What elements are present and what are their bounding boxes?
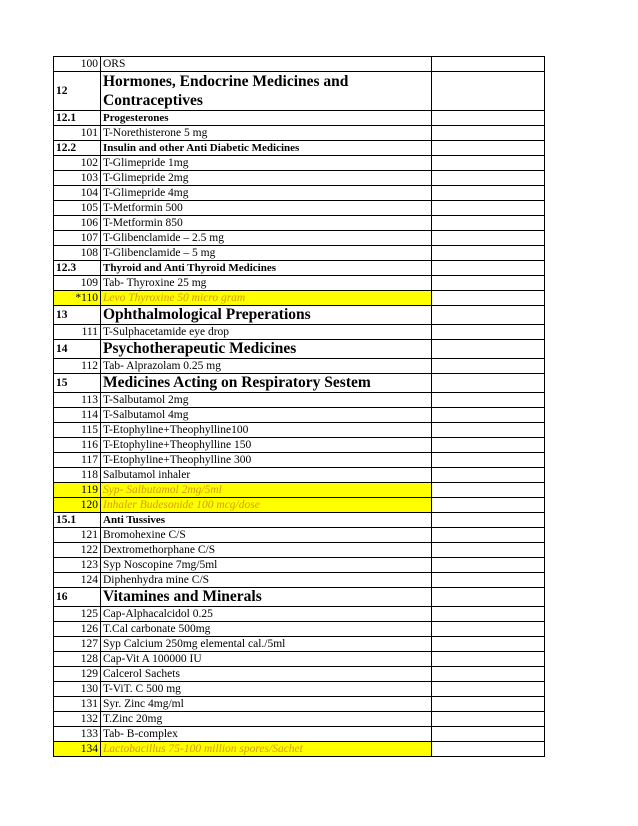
section-title: Vitamines and Minerals bbox=[101, 588, 432, 607]
empty-cell bbox=[432, 261, 545, 276]
medicine-name: ORS bbox=[101, 57, 432, 72]
medicine-row bbox=[54, 682, 545, 697]
medicine-list-body bbox=[54, 57, 545, 757]
medicine-row bbox=[54, 393, 545, 408]
empty-cell bbox=[432, 468, 545, 483]
empty-cell bbox=[432, 607, 545, 622]
item-number: 113 bbox=[54, 393, 101, 408]
medicine-row bbox=[54, 712, 545, 727]
item-number: 124 bbox=[54, 573, 101, 588]
item-number: 100 bbox=[54, 57, 101, 72]
medicine-row bbox=[54, 156, 545, 171]
section-title: Hormones, Endocrine Medicines and Contraceptives bbox=[101, 72, 432, 111]
empty-cell bbox=[432, 498, 545, 513]
empty-cell bbox=[432, 171, 545, 186]
medicine-row bbox=[54, 607, 545, 622]
section-header-row bbox=[54, 340, 545, 359]
medicine-name: T.Cal carbonate 500mg bbox=[101, 622, 432, 637]
empty-cell bbox=[432, 483, 545, 498]
item-number: 116 bbox=[54, 438, 101, 453]
empty-cell bbox=[432, 374, 545, 393]
medicine-row bbox=[54, 498, 545, 513]
section-header-row bbox=[54, 141, 545, 156]
empty-cell bbox=[432, 573, 545, 588]
medicine-row bbox=[54, 667, 545, 682]
medicine-name: T-Norethisterone 5 mg bbox=[101, 126, 432, 141]
section-code: 12.2 bbox=[54, 141, 101, 156]
item-number: 102 bbox=[54, 156, 101, 171]
item-number: 114 bbox=[54, 408, 101, 423]
medicine-name: Cap-Vit A 100000 IU bbox=[101, 652, 432, 667]
item-number: 109 bbox=[54, 276, 101, 291]
medicine-name: Calcerol Sachets bbox=[101, 667, 432, 682]
empty-cell bbox=[432, 291, 545, 306]
medicine-row bbox=[54, 558, 545, 573]
section-header-row bbox=[54, 72, 545, 111]
item-number: 121 bbox=[54, 528, 101, 543]
medicine-row bbox=[54, 697, 545, 712]
item-number: 105 bbox=[54, 201, 101, 216]
item-number: 127 bbox=[54, 637, 101, 652]
empty-cell bbox=[432, 57, 545, 72]
empty-cell bbox=[432, 141, 545, 156]
section-title: Anti Tussives bbox=[101, 513, 432, 528]
empty-cell bbox=[432, 325, 545, 340]
empty-cell bbox=[432, 340, 545, 359]
empty-cell bbox=[432, 453, 545, 468]
section-title: Insulin and other Anti Diabetic Medicines bbox=[101, 141, 432, 156]
medicine-row bbox=[54, 468, 545, 483]
item-number: 120 bbox=[54, 498, 101, 513]
empty-cell bbox=[432, 513, 545, 528]
medicine-row bbox=[54, 742, 545, 757]
medicine-list-table bbox=[53, 56, 545, 757]
medicine-name: Salbutamol inhaler bbox=[101, 468, 432, 483]
empty-cell bbox=[432, 423, 545, 438]
medicine-name: T-Metformin 500 bbox=[101, 201, 432, 216]
item-number: 115 bbox=[54, 423, 101, 438]
section-header-row bbox=[54, 588, 545, 607]
medicine-name: T-Salbutamol 2mg bbox=[101, 393, 432, 408]
medicine-row bbox=[54, 325, 545, 340]
item-number: 108 bbox=[54, 246, 101, 261]
medicine-name: T-Glimepride 2mg bbox=[101, 171, 432, 186]
medicine-name: T-Metformin 850 bbox=[101, 216, 432, 231]
medicine-name: T-Glibenclamide – 2.5 mg bbox=[101, 231, 432, 246]
item-number: 119 bbox=[54, 483, 101, 498]
item-number: 107 bbox=[54, 231, 101, 246]
section-code: 16 bbox=[54, 588, 101, 607]
section-header-row bbox=[54, 261, 545, 276]
medicine-name: Tab- Alprazolam 0.25 mg bbox=[101, 359, 432, 374]
empty-cell bbox=[432, 727, 545, 742]
section-title: Thyroid and Anti Thyroid Medicines bbox=[101, 261, 432, 276]
medicine-name: Tab- B-complex bbox=[101, 727, 432, 742]
empty-cell bbox=[432, 231, 545, 246]
item-number: 130 bbox=[54, 682, 101, 697]
item-number: 131 bbox=[54, 697, 101, 712]
medicine-name: Cap-Alphacalcidol 0.25 bbox=[101, 607, 432, 622]
medicine-row bbox=[54, 453, 545, 468]
empty-cell bbox=[432, 111, 545, 126]
empty-cell bbox=[432, 72, 545, 111]
medicine-row bbox=[54, 543, 545, 558]
empty-cell bbox=[432, 667, 545, 682]
empty-cell bbox=[432, 186, 545, 201]
section-header-row bbox=[54, 513, 545, 528]
section-code: 12.1 bbox=[54, 111, 101, 126]
medicine-row bbox=[54, 483, 545, 498]
item-number: 118 bbox=[54, 468, 101, 483]
section-header-row bbox=[54, 111, 545, 126]
medicine-name: Bromohexine C/S bbox=[101, 528, 432, 543]
medicine-row bbox=[54, 359, 545, 374]
empty-cell bbox=[432, 588, 545, 607]
medicine-row bbox=[54, 637, 545, 652]
section-title: Psychotherapeutic Medicines bbox=[101, 340, 432, 359]
medicine-name: Tab- Thyroxine 25 mg bbox=[101, 276, 432, 291]
section-code: 15 bbox=[54, 374, 101, 393]
medicine-row bbox=[54, 246, 545, 261]
item-number: 106 bbox=[54, 216, 101, 231]
medicine-row bbox=[54, 291, 545, 306]
medicine-name: Levo Thyroxine 50 micro gram bbox=[101, 291, 432, 306]
medicine-name: T-Etophyline+Theophylline 150 bbox=[101, 438, 432, 453]
medicine-row bbox=[54, 652, 545, 667]
section-code: 13 bbox=[54, 306, 101, 325]
item-number: 129 bbox=[54, 667, 101, 682]
medicine-name: T-Sulphacetamide eye drop bbox=[101, 325, 432, 340]
empty-cell bbox=[432, 306, 545, 325]
empty-cell bbox=[432, 408, 545, 423]
item-number: 112 bbox=[54, 359, 101, 374]
empty-cell bbox=[432, 126, 545, 141]
medicine-row bbox=[54, 201, 545, 216]
empty-cell bbox=[432, 246, 545, 261]
section-code: 12 bbox=[54, 72, 101, 111]
empty-cell bbox=[432, 697, 545, 712]
section-code: 15.1 bbox=[54, 513, 101, 528]
medicine-name: Syr. Zinc 4mg/ml bbox=[101, 697, 432, 712]
medicine-row bbox=[54, 126, 545, 141]
empty-cell bbox=[432, 637, 545, 652]
empty-cell bbox=[432, 359, 545, 374]
medicine-name: Lactobacillus 75-100 million spores/Sachet bbox=[101, 742, 432, 757]
medicine-row bbox=[54, 408, 545, 423]
item-number: 126 bbox=[54, 622, 101, 637]
section-header-row bbox=[54, 306, 545, 325]
item-number: 128 bbox=[54, 652, 101, 667]
empty-cell bbox=[432, 742, 545, 757]
empty-cell bbox=[432, 276, 545, 291]
medicine-row bbox=[54, 231, 545, 246]
medicine-name: Dextromethorphane C/S bbox=[101, 543, 432, 558]
medicine-row bbox=[54, 528, 545, 543]
medicine-name: T-Etophyline+Theophylline 300 bbox=[101, 453, 432, 468]
medicine-name: Syp Noscopine 7mg/5ml bbox=[101, 558, 432, 573]
medicine-name: T-Salbutamol 4mg bbox=[101, 408, 432, 423]
item-number: 103 bbox=[54, 171, 101, 186]
section-code: 12.3 bbox=[54, 261, 101, 276]
medicine-name: Inhaler Budesonide 100 mcg/dose bbox=[101, 498, 432, 513]
medicine-name: T-Etophyline+Theophylline100 bbox=[101, 423, 432, 438]
medicine-row bbox=[54, 276, 545, 291]
empty-cell bbox=[432, 543, 545, 558]
item-number: *110 bbox=[54, 291, 101, 306]
item-number: 122 bbox=[54, 543, 101, 558]
empty-cell bbox=[432, 558, 545, 573]
medicine-row bbox=[54, 423, 545, 438]
empty-cell bbox=[432, 393, 545, 408]
section-title: Progesterones bbox=[101, 111, 432, 126]
medicine-row bbox=[54, 573, 545, 588]
item-number: 133 bbox=[54, 727, 101, 742]
medicine-name: T-Glimepride 4mg bbox=[101, 186, 432, 201]
medicine-name: Syp- Salbutamol 2mg/5ml bbox=[101, 483, 432, 498]
item-number: 123 bbox=[54, 558, 101, 573]
item-number: 111 bbox=[54, 325, 101, 340]
medicine-row bbox=[54, 171, 545, 186]
empty-cell bbox=[432, 156, 545, 171]
item-number: 125 bbox=[54, 607, 101, 622]
empty-cell bbox=[432, 622, 545, 637]
medicine-row bbox=[54, 186, 545, 201]
item-number: 134 bbox=[54, 742, 101, 757]
medicine-row bbox=[54, 57, 545, 72]
item-number: 101 bbox=[54, 126, 101, 141]
section-code: 14 bbox=[54, 340, 101, 359]
section-title: Medicines Acting on Respiratory Sestem bbox=[101, 374, 432, 393]
medicine-name: T-ViT. C 500 mg bbox=[101, 682, 432, 697]
medicine-name: T-Glimepride 1mg bbox=[101, 156, 432, 171]
medicine-row bbox=[54, 622, 545, 637]
empty-cell bbox=[432, 682, 545, 697]
empty-cell bbox=[432, 712, 545, 727]
empty-cell bbox=[432, 652, 545, 667]
empty-cell bbox=[432, 216, 545, 231]
medicine-row bbox=[54, 727, 545, 742]
item-number: 104 bbox=[54, 186, 101, 201]
medicine-name: Syp Calcium 250mg elemental cal./5ml bbox=[101, 637, 432, 652]
item-number: 117 bbox=[54, 453, 101, 468]
empty-cell bbox=[432, 438, 545, 453]
item-number: 132 bbox=[54, 712, 101, 727]
section-title: Ophthalmological Preperations bbox=[101, 306, 432, 325]
medicine-row bbox=[54, 438, 545, 453]
medicine-name: T-Glibenclamide – 5 mg bbox=[101, 246, 432, 261]
empty-cell bbox=[432, 201, 545, 216]
empty-cell bbox=[432, 528, 545, 543]
medicine-name: Diphenhydra mine C/S bbox=[101, 573, 432, 588]
section-header-row bbox=[54, 374, 545, 393]
medicine-name: T.Zinc 20mg bbox=[101, 712, 432, 727]
medicine-row bbox=[54, 216, 545, 231]
